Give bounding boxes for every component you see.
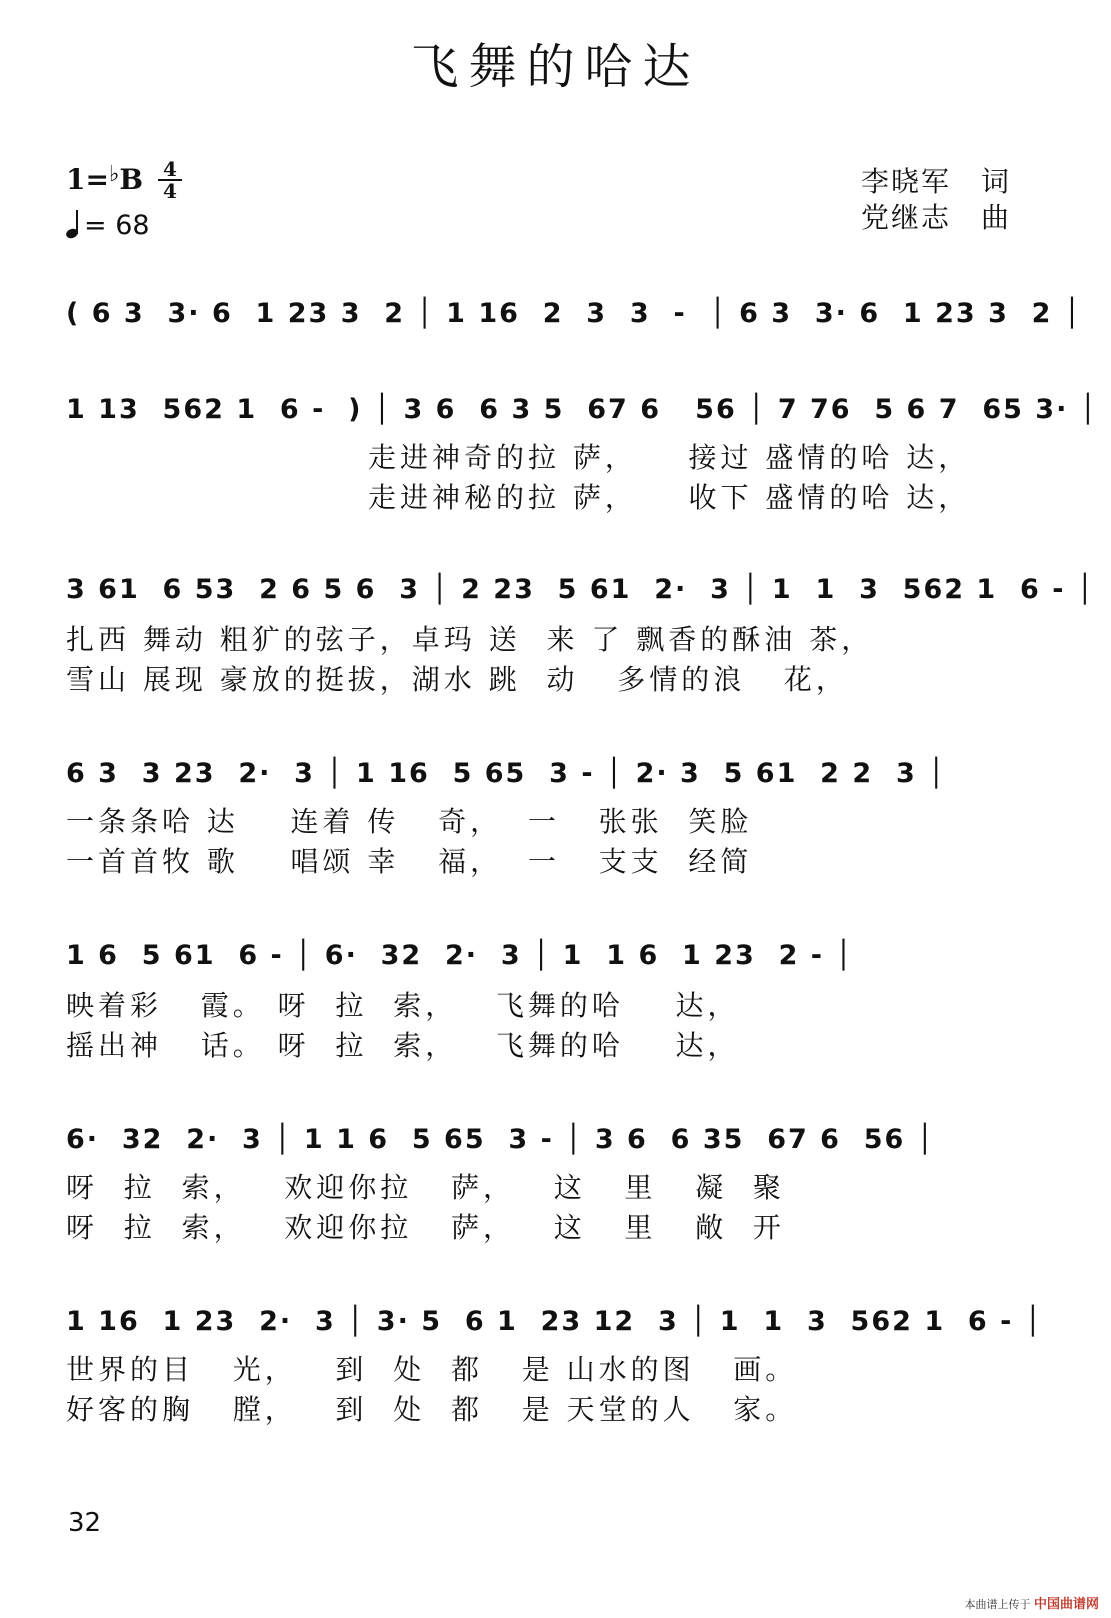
notation-line-5: 1 6 5 61 6 - │ 6· 32 2· 3 │ 1 1 6 1 23 2 - │: [66, 940, 854, 971]
tempo-value: = 68: [84, 210, 150, 241]
lyrics-line-3-verse-1: 扎西 舞动 粗犷的弦子，卓玛 送 来 了 飘香的酥油 茶，: [66, 623, 874, 656]
notation-line-3: 3 61 6 53 2 6 5 6 3 │ 2 23 5 61 2· 3 │ 1 1 3 562 1 6 - │: [66, 574, 1096, 605]
lyrics-line-7-verse-1: 世界的目 光， 到 处 都 是 山水的图 画。: [66, 1353, 798, 1386]
lyrics-line-5-verse-1: 映着彩 霞。 呀 拉 索， 飞舞的哈 达，: [66, 989, 740, 1022]
lyrics-line-4-verse-1: 一条条哈 达 连着 传 奇， 一 张张 笑脸: [66, 805, 753, 838]
song-title: 飞舞的哈达: [410, 39, 701, 95]
lyrics-line-6-verse-2: 呀 拉 索， 欢迎你拉 萨， 这 里 敞 开: [66, 1211, 785, 1244]
lyrics-line-6-verse-1: 呀 拉 索， 欢迎你拉 萨， 这 里 凝 聚: [66, 1171, 785, 1204]
page-number: 32: [68, 1508, 102, 1538]
time-signature-bottom: 4: [163, 179, 177, 203]
lyrics-line-5-verse-2: 摇出神 话。 呀 拉 索， 飞舞的哈 达，: [66, 1029, 740, 1062]
lyrics-line-7-verse-2: 好客的胸 膛， 到 处 都 是 天堂的人 家。: [66, 1393, 798, 1426]
key-signature: [66, 162, 143, 196]
footer-brand[interactable]: 中国曲谱网: [1033, 1597, 1099, 1612]
time-signature-top: 4: [163, 157, 177, 181]
lyrics-line-2-verse-1: 走进神奇的拉 萨， 接过 盛情的哈 达，: [368, 441, 971, 474]
flat-sign: ♭: [108, 162, 120, 187]
lyrics-line-2-verse-2: 走进神秘的拉 萨， 收下 盛情的哈 达，: [368, 481, 971, 514]
notation-line-2: 1 13 562 1 6 - ) │ 3 6 6 3 5 67 6 56 │ 7 76 5 6 7 65 3· │: [66, 394, 1099, 425]
site-footer: [964, 1593, 1099, 1612]
tempo-marking: [66, 208, 150, 241]
lyrics-line-4-verse-2: 一首首牧 歌 唱颂 幸 福， 一 支支 经简: [66, 845, 753, 878]
footer-text: 本曲谱上传于: [964, 1598, 1031, 1611]
composer-credit: 党继志 曲: [860, 201, 1011, 234]
notation-line-7: 1 16 1 23 2· 3 │ 3· 5 6 1 23 12 3 │ 1 1 3 562 1 6 - │: [66, 1306, 1043, 1337]
lyrics-line-3-verse-2: 雪山 展现 豪放的挺拔，湖水 跳 动 多情的浪 花，: [66, 663, 848, 696]
lyricist-credit: 李晓军 词: [860, 165, 1011, 198]
notation-line-1: ( 6 3 3· 6 1 23 3 2 │ 1 16 2 3 3 - │ 6 3 3· 6 1 23 3 2 │: [66, 298, 1083, 329]
key-note: B: [119, 163, 144, 196]
time-signature: [158, 157, 182, 203]
quarter-note-icon: [66, 208, 80, 238]
notation-line-4: 6 3 3 23 2· 3 │ 1 16 5 65 3 - │ 2· 3 5 61 2 2 3 │: [66, 758, 947, 789]
key-prefix: 1=: [66, 163, 109, 196]
notation-line-6: 6· 32 2· 3 │ 1 1 6 5 65 3 - │ 3 6 6 35 67 6 56 │: [66, 1124, 935, 1155]
